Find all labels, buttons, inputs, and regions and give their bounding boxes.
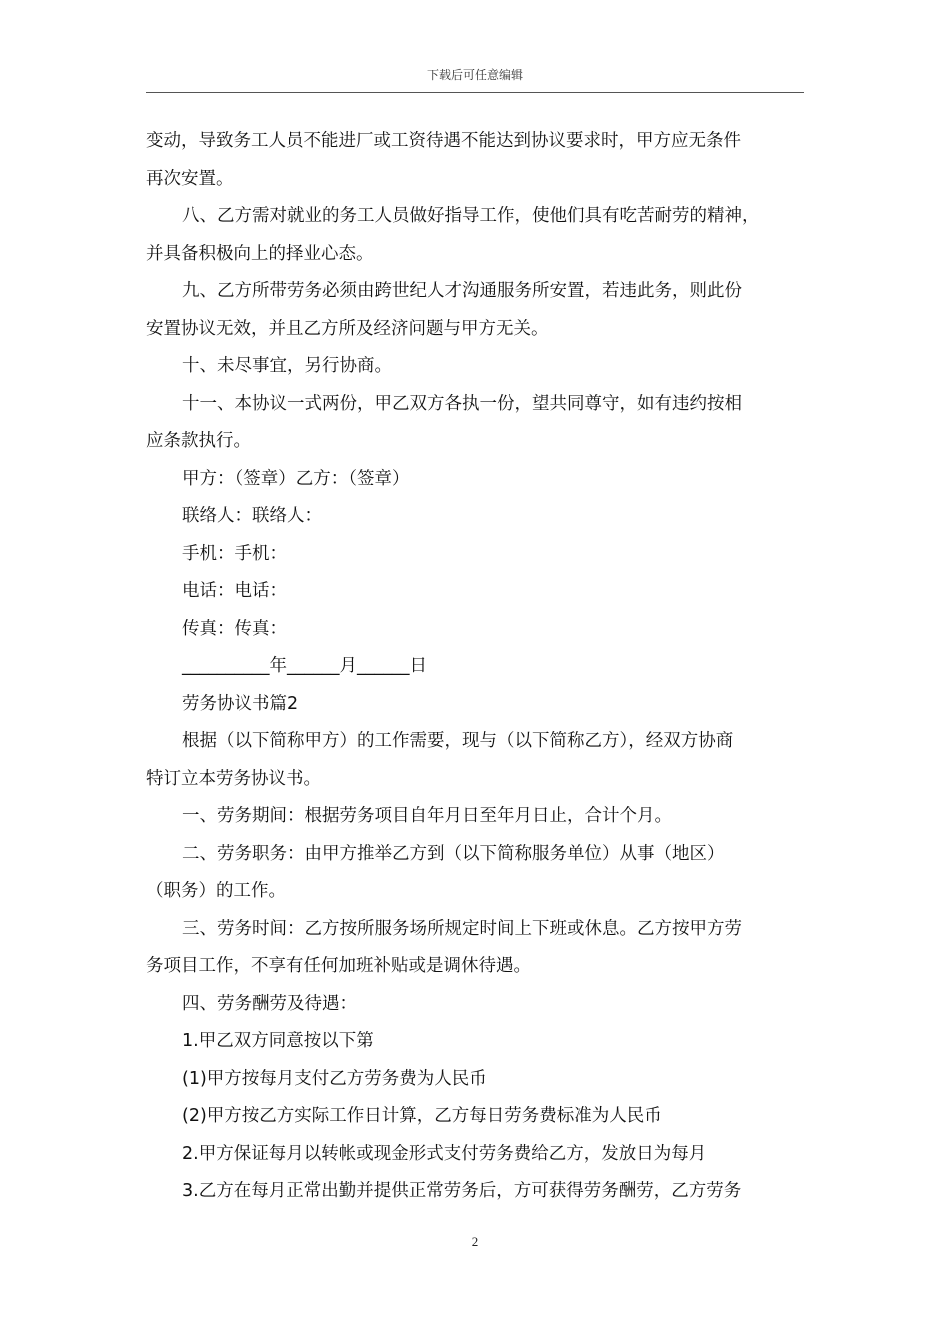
header-divider	[146, 92, 804, 93]
fax-line: 传真：传真：	[182, 618, 287, 639]
paragraph-line: 应条款执行。	[146, 431, 251, 451]
telephone-line: 电话：电话：	[182, 581, 287, 601]
paragraph-line: 务项目工作，不享有任何加班补贴或是调休待遇。	[146, 956, 531, 976]
paragraph-line: 特订立本劳务协议书。	[146, 768, 321, 789]
paragraph-line: 十、未尽事宜，另行协商。	[182, 356, 392, 376]
paragraph-line: 根据（以下简称甲方）的工作需要，现与（以下简称乙方），经双方协商	[182, 731, 734, 751]
paragraph-line: 1.甲乙双方同意按以下第	[182, 1031, 374, 1051]
document-body	[146, 123, 810, 1211]
paragraph-line: 再次安置。	[146, 168, 234, 189]
paragraph-line: 安置协议无效，并且乙方所及经济问题与甲方无关。	[146, 318, 549, 339]
paragraph-line: 十一、本协议一式两份，甲乙双方各执一份，望共同尊守，如有违约按相	[182, 393, 742, 414]
section-title: 劳务协议书篇2	[182, 693, 299, 714]
contact-line: 联络人：联络人：	[182, 506, 322, 526]
paragraph-line: 2.甲方保证每月以转帐或现金形式支付劳务费给乙方，发放日为每月	[182, 1143, 707, 1164]
phone-line: 手机：手机：	[182, 543, 287, 564]
paragraph-line: （职务）的工作。	[146, 881, 286, 901]
paragraph-line: 九、乙方所带劳务必须由跨世纪人才沟通服务所安置，若违此务，则此份	[182, 281, 742, 301]
paragraph-line: (1)甲方按每月支付乙方劳务费为人民币	[182, 1068, 487, 1089]
paragraph-line: 变动，导致务工人员不能进厂或工资待遇不能达到协议要求时，甲方应无条件	[146, 131, 741, 151]
paragraph-line: 四、劳务酬劳及待遇：	[182, 993, 357, 1014]
paragraph-line: 并具备积极向上的择业心态。	[146, 243, 374, 264]
signature-line: 甲方：（签章）乙方：（签章）	[182, 468, 410, 489]
paragraph-line: 三、劳务时间：乙方按所服务场所规定时间上下班或休息。乙方按甲方劳	[182, 918, 742, 939]
page-number: 2	[471, 1234, 479, 1249]
paragraph-line: 八、乙方需对就业的务工人员做好指导工作，使他们具有吃苦耐劳的精神，	[182, 206, 760, 226]
paragraph-line: 二、劳务职务：由甲方推举乙方到（以下简称服务单位）从事（地区）	[182, 843, 725, 864]
page-header: 下载后可任意编辑	[426, 68, 523, 82]
paragraph-line: (2)甲方按乙方实际工作日计算，乙方每日劳务费标准为人民币	[182, 1106, 662, 1126]
date-line: __________年______月______日	[182, 656, 427, 676]
paragraph-line: 3.乙方在每月正常出勤并提供正常劳务后，方可获得劳务酬劳，乙方劳务	[182, 1181, 742, 1201]
paragraph-line: 一、劳务期间：根据劳务项目自年月日至年月日止，合计个月。	[182, 806, 672, 826]
